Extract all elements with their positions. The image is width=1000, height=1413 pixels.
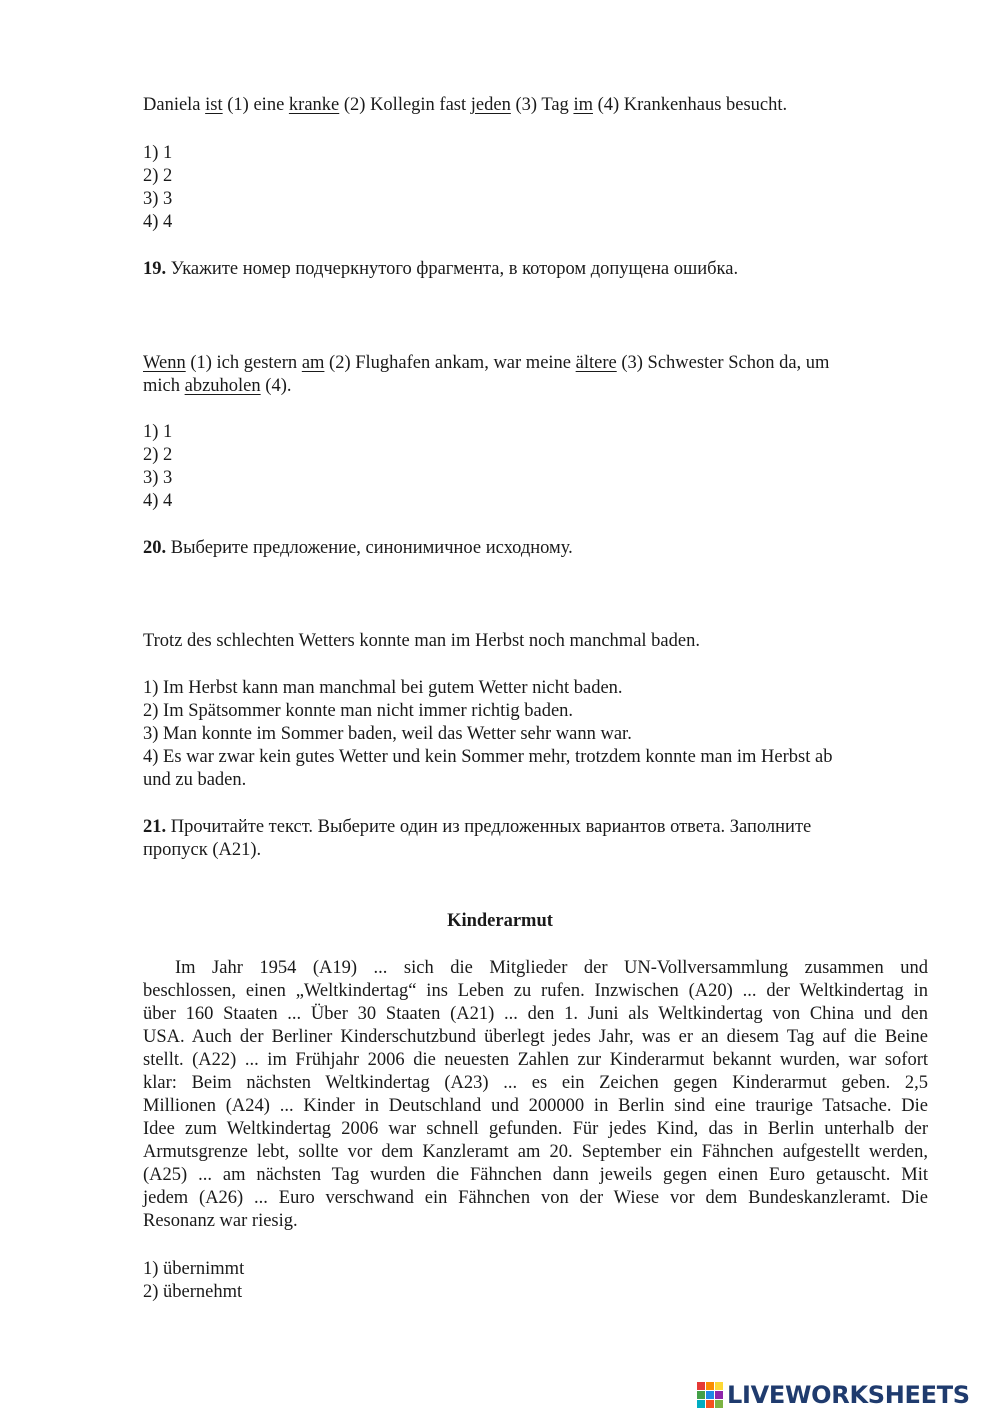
q20-option-4: 4) Es war zwar kein gutes Wetter und kein Sommer mehr, trotzdem konnte man im Herbst ab: [143, 747, 833, 767]
q21-option-1: 1) übernimmt: [143, 1259, 245, 1279]
q19-option-1: 1) 1: [143, 422, 173, 442]
q20-heading: [143, 537, 573, 560]
question-instruction: Укажите номер подчеркнутого фрагмента, в котором допущена ошибка.: [166, 259, 739, 279]
text-line-9: Armutsgrenze lebt, sollte vor dem Kanzleramt am 20. September ein Fähnchen aufgestellt werden,: [143, 1142, 928, 1162]
logo-text: LIVEWORKSHEETS: [727, 1381, 970, 1409]
q18-option-3: 3) 3: [143, 189, 173, 209]
text-line-2: beschlossen, einen „Weltkindertag“ ins Leben zu rufen. Inzwischen (A20) ... der Weltkindertag in: [143, 981, 928, 1001]
q20-option-1: 1) Im Herbst kann man manchmal bei gutem Wetter nicht baden.: [143, 678, 623, 698]
underlined-fragment-2: am: [301, 353, 325, 373]
underlined-fragment-1: ist: [205, 95, 223, 115]
sentence-text: (2) Kollegin fast: [339, 95, 471, 115]
underlined-fragment-3: jeden: [470, 95, 511, 115]
liveworksheets-logo: [697, 1378, 970, 1412]
sentence-text: (4).: [260, 376, 292, 396]
q20-option-3: 3) Man konnte im Sommer baden, weil das Wetter sehr wann war.: [143, 724, 632, 744]
q20-option-2: 2) Im Spätsommer konnte man nicht immer richtig baden.: [143, 701, 574, 721]
q19-option-3: 3) 3: [143, 468, 173, 488]
question-instruction: Выберите предложение, синонимичное исходному.: [166, 538, 573, 558]
sentence-text: (3) Schwester Schon da, um: [616, 353, 830, 373]
underlined-fragment-1: Wenn: [143, 353, 186, 373]
q20-source-sentence: Trotz des schlechten Wetters konnte man im Herbst noch manchmal baden.: [143, 631, 700, 651]
underlined-fragment-4: abzuholen: [184, 376, 261, 396]
q18-option-1: 1) 1: [143, 143, 173, 163]
text-line-7: Millionen (A24) ... Kinder in Deutschland und 200000 in Berlin sind eine traurige Tatsache. Die: [143, 1096, 928, 1116]
sentence-text: (1) eine: [222, 95, 289, 115]
q19-option-4: 4) 4: [143, 491, 173, 511]
logo-grid-icon: [697, 1382, 723, 1408]
text-line-4: USA. Auch der Berliner Kinderschutzbund überlegt jedes Jahr, was er an diesem Tag auf die Beine: [143, 1027, 928, 1047]
q18-option-4: 4) 4: [143, 212, 173, 232]
q20-option-4-continued: und zu baden.: [143, 770, 247, 790]
text-line-8: Idee zum Weltkindertag 2006 war schnell gefunden. Für jedes Kind, das in Berlin unterhalb der: [143, 1119, 928, 1139]
text-title: Kinderarmut: [447, 911, 553, 931]
underlined-fragment-2: kranke: [288, 95, 340, 115]
text-line-1: Im Jahr 1954 (A19) ... sich die Mitglieder der UN-Vollversammlung zusammen und: [175, 958, 928, 978]
text-line-11: jedem (A26) ... Euro verschwand ein Fähnchen von der Wiese vor dem Bundeskanzleramt. Die: [143, 1188, 928, 1208]
sentence-text: Daniela: [143, 95, 206, 115]
question-number: 21.: [143, 817, 167, 837]
text-line-6: klar: Beim nächsten Weltkindertag (A23) ... es ein Zeichen gegen Kinderarmut geben. 2,5: [143, 1073, 928, 1093]
text-line-3: über 160 Staaten ... Über 30 Staaten (A21) ... den 1. Juni als Weltkindertag von China und den: [143, 1004, 928, 1024]
sentence-text: mich: [143, 376, 185, 396]
question-number: 19.: [143, 259, 167, 279]
underlined-fragment-3: ältere: [575, 353, 617, 373]
q18-sentence: [143, 94, 787, 117]
q19-heading: [143, 258, 738, 281]
sentence-text: (1) ich gestern: [185, 353, 302, 373]
q21-heading-continued: пропуск (A21).: [143, 840, 262, 860]
underlined-fragment-4: im: [573, 95, 593, 115]
sentence-text: (3) Tag: [510, 95, 574, 115]
sentence-text: (2) Flughafen ankam, war meine: [324, 353, 576, 373]
text-line-5: stellt. (A22) ... im Frühjahr 2006 die neuesten Zahlen zur Kinderarmut bekannt wurden, war sofort: [143, 1050, 928, 1070]
question-number: 20.: [143, 538, 167, 558]
q18-option-2: 2) 2: [143, 166, 173, 186]
q19-option-2: 2) 2: [143, 445, 173, 465]
sentence-text: (4) Krankenhaus besucht.: [592, 95, 788, 115]
q21-option-2: 2) übernehmt: [143, 1282, 243, 1302]
q19-sentence-line-1: [143, 352, 829, 375]
q21-heading: [143, 816, 811, 839]
text-line-12: Resonanz war riesig.: [143, 1211, 298, 1231]
question-instruction: Прочитайте текст. Выберите один из предложенных вариантов ответа. Заполните: [166, 817, 812, 837]
q19-sentence-line-2: [143, 375, 291, 398]
text-line-10: (A25) ... am nächsten Tag wurden die Fähnchen dann jeweils gegen einen Euro getauscht. Mit: [143, 1165, 928, 1185]
